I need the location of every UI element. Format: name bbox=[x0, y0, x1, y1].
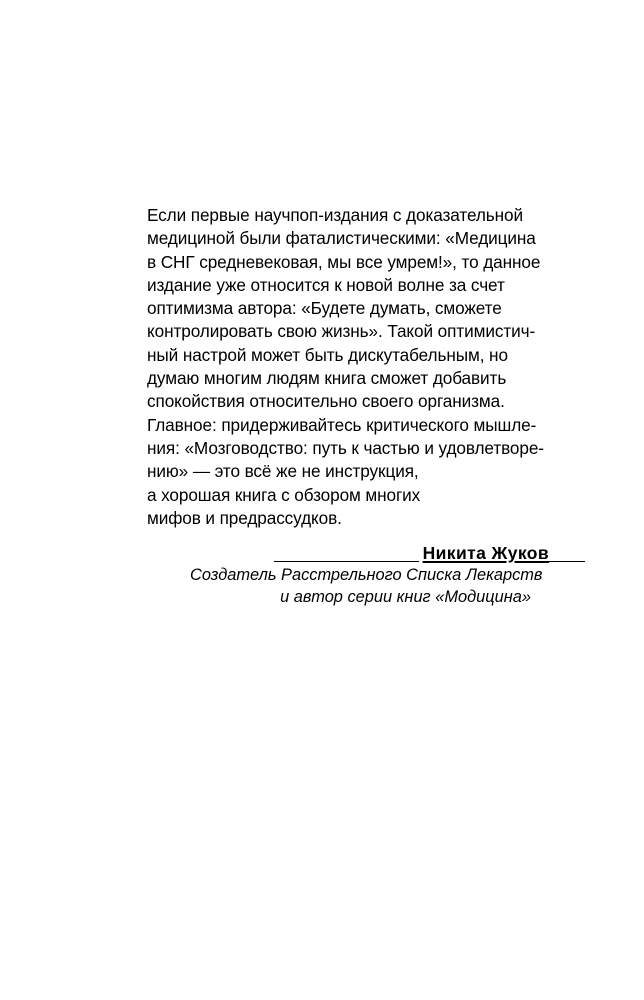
quote-line: медициной были фаталистическими: «Медицина bbox=[147, 228, 536, 249]
quote-line: а хорошая книга с обзором многих bbox=[147, 484, 421, 505]
quote-line: в СНГ средневековая, мы все умрем!», то данное bbox=[147, 251, 541, 272]
signature-block bbox=[190, 542, 585, 608]
quote-line: контролировать свою жизнь». Такой оптимистич- bbox=[147, 321, 536, 342]
quote-line: издание уже относится к новой волне за счет bbox=[147, 274, 505, 295]
testimonial-quote bbox=[147, 204, 567, 530]
author-row bbox=[190, 542, 585, 565]
quote-line: думаю многим людям книга сможет добавить bbox=[147, 368, 507, 389]
signature-rule-right bbox=[545, 561, 585, 562]
author-role-line: Создатель Расстрельного Списка Лекарств bbox=[190, 566, 543, 584]
quote-line: мифов и предрассудков. bbox=[147, 507, 342, 528]
quote-line: ния: «Мозговодство: путь к частью и удовлетворе- bbox=[147, 437, 544, 458]
quote-line: Если первые научпоп-издания с доказательной bbox=[147, 205, 523, 225]
quote-line: ный настрой может быть дискутабельным, но bbox=[147, 344, 508, 365]
author-role-line: и автор серии книг «Модицина» bbox=[280, 587, 531, 606]
quote-line: оптимизма автора: «Будете думать, сможете bbox=[147, 298, 502, 319]
quote-line: Главное: придерживайтесь критического мышле- bbox=[147, 414, 537, 435]
quote-line: спокойствия относительно своего организма. bbox=[147, 391, 505, 412]
author-name: Никита Жуков bbox=[419, 542, 549, 564]
quote-line: нию» — это всё же не инструкция, bbox=[147, 461, 419, 482]
